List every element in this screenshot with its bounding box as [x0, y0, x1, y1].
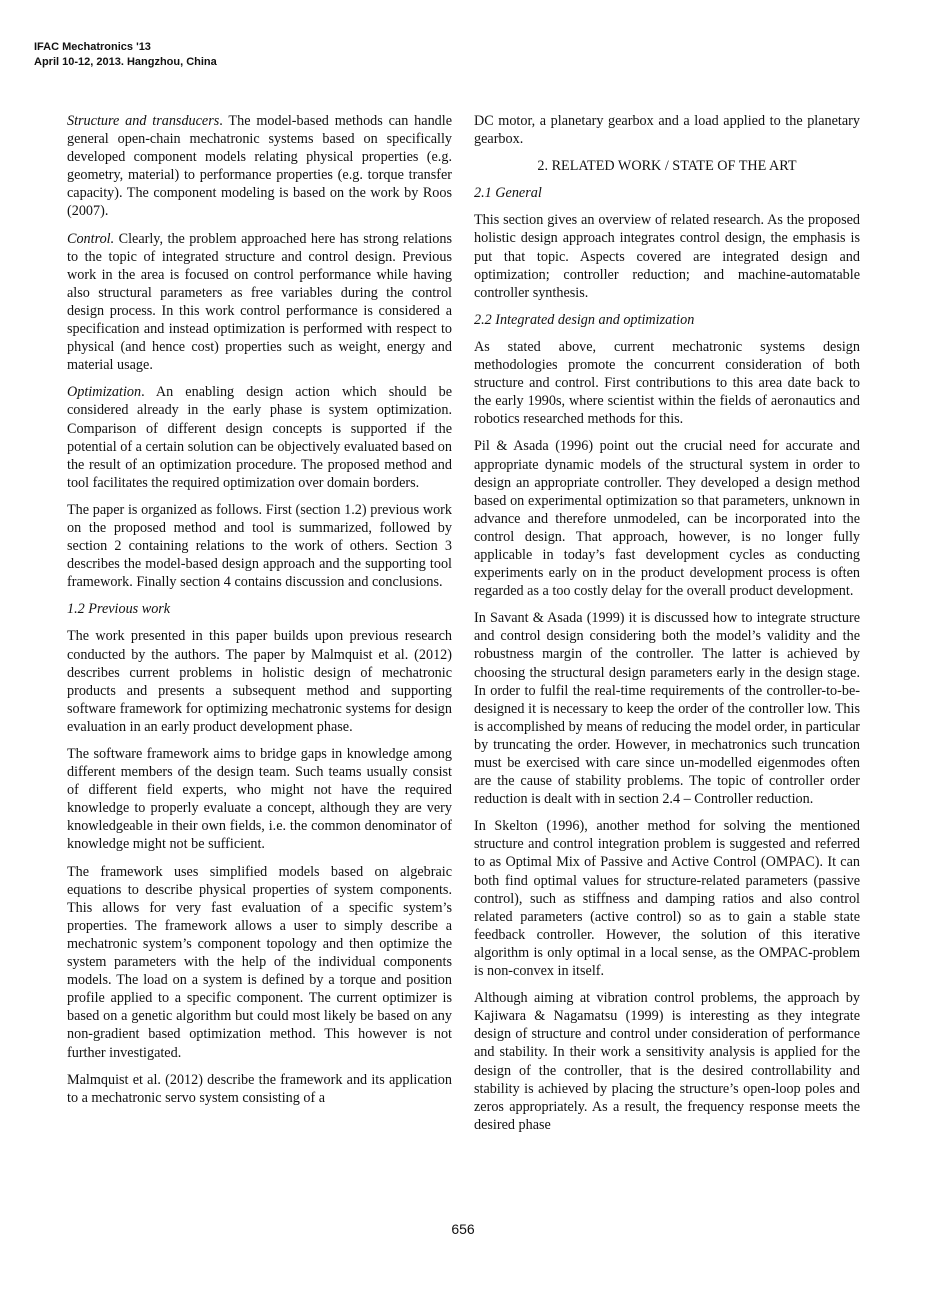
runin-heading: Control.: [67, 230, 115, 247]
page-number: 656: [451, 1221, 475, 1237]
subsection-heading-general: 2.1 General: [474, 185, 542, 202]
paragraph-text: . An enabling design action which should be considered already in the early phase is system optimization. Comparison of different design concepts is supported if the potential of a certain solution can be objectively evaluated based on the result of an optimization procedure. The proposed method and tool facilitates the required optimization over domain borders.: [67, 384, 452, 491]
paragraph-structure-transducers: [67, 112, 452, 221]
conference-date-location: April 10-12, 2013. Hangzhou, China: [34, 56, 217, 68]
subsection-heading-previous-work: 1.2 Previous work: [67, 601, 171, 618]
paragraph-as-stated: As stated above, current mechatronic systems design methodologies promote the concurrent consideration of both structure and control. First contributions to this area date back to the early 1990s, where scientist within the fields of aeronautics and robotics researched methods for this.: [474, 338, 860, 428]
paragraph-control: [67, 230, 452, 375]
paragraph-optimization: [67, 383, 452, 492]
paragraph-text: . The model-based methods can handle general open-chain mechatronic systems based on specifically developed component models relating physical properties (e.g. geometry, material) to performance properties (e.g. torque transfer capacity). The component modeling is based on the work by Roos (2007).: [67, 113, 452, 220]
paragraph-skelton: In Skelton (1996), another method for solving the mentioned structure and control integration problem is suggested and referred to as Optimal Mix of Passive and Active Control (OMPAC). It can both find optimal values for structure-related parameters (passive control), such as stiffness and damping ratios and also control related parameters (active control) so as to gain a stable state feedback controller. However, the solution of this iterative algorithm is only optimal in a local sense, as the OMPAC-problem is non-convex in itself.: [474, 818, 860, 980]
runin-heading: Optimization: [67, 384, 142, 401]
left-column: [67, 112, 452, 1116]
runin-heading: Structure and transducers: [67, 113, 220, 129]
paragraph-savant-asada: In Savant & Asada (1999) it is discussed how to integrate structure and control design considering both the model’s validity and the robustness margin of the controller. The latter is achieved by choosing the structural design parameters early in the design stage. In order to fulfil the real-time requirements of the controller-to-be-designed it is necessary to keep the order of the controller low. This is accomplished by means of reducing the model order, in particular by truncating the order. However, in mechatronics such truncation must be exercised with care since un-modelled eigenmodes often are the cause of stability problems. The topic of controller order reduction is dealt with in section 2.4 – Controller reduction.: [474, 610, 860, 808]
paragraph-organization: The paper is organized as follows. First (section 1.2) previous work on the proposed method and tool is summarized, followed by section 2 containing relations to the work of others. Section 3 describes the model-based design approach and the supporting tool framework. Finally section 4 contains discussion and conclusions.: [67, 501, 452, 591]
conference-header: [34, 40, 217, 70]
section-heading-related-work: 2. RELATED WORK / STATE OF THE ART: [537, 158, 797, 175]
paragraph-dc-motor: DC motor, a planetary gearbox and a load applied to the planetary gearbox.: [474, 113, 860, 148]
right-column: [474, 112, 860, 1143]
conference-name: IFAC Mechatronics '13: [34, 41, 151, 53]
paragraph-text: Clearly, the problem approached here has strong relations to the topic of integrated structure and control design. Previous work in the area is focused on control performance while having also structural parameters as free variables during the control design process. In this work control performance is considered a specification and instead optimization is performed with respect to physical (and hence cost) properties such as weight, energy and material usage.: [67, 230, 452, 374]
paragraph-overview: This section gives an overview of related research. As the proposed holistic design approach integrates control design, the emphasis is put that topic. Aspects covered are integrated design and optimization; controller reduction; and machine-automatable controller synthesis.: [474, 212, 860, 301]
subsection-heading-integrated-design: 2.2 Integrated design and optimization: [474, 311, 695, 328]
paragraph-software-framework: The software framework aims to bridge gaps in knowledge among different members of the design team. Such teams usually consist of different field experts, who might not have the required knowledge to properly evaluate a concept, although they are very knowledgeable in their own fields, i.e. the common denominator of knowledge might not be sufficient.: [67, 746, 452, 853]
paragraph-previous-research: The work presented in this paper builds upon previous research conducted by the authors. The paper by Malmquist et al. (2012) describes current problems in holistic design of mechatronic products and presents a subsequent method and supporting software framework for optimizing mechatronic systems for design evaluation in an early product development phase.: [67, 628, 452, 735]
paragraph-pil-asada: Pil & Asada (1996) point out the crucial need for accurate and appropriate dynamic models of the structural system in order to design an appropriate controller. They developed a design method based on experimental optimization so that parameters, unknown in advance and therefore unmodeled, can be incorporated into the control design. That approach, however, is no longer fully applicable in today’s fast development cycles as conducting experiments early on in the product development process is often regarded as a too costly delay for the overall product development.: [474, 438, 860, 600]
paragraph-framework-models: The framework uses simplified models based on algebraic equations to describe physical properties of system components. This allows for very fast evaluation of a specific system’s properties. The framework allows a user to simply describe a mechatronic system’s component topology and then optimize the system parameters with the help of the individual components models. The load on a system is defined by a torque and position profile applied to a specific component. The current optimizer is based on a genetic algorithm but could most likely be based on any non-gradient based optimization method. This however is not further investigated.: [67, 863, 452, 1061]
paragraph-malmquist: Malmquist et al. (2012) describe the framework and its application to a mechatronic servo system consisting of a: [67, 1071, 452, 1106]
paragraph-kajiwara: Although aiming at vibration control problems, the approach by Kajiwara & Nagamatsu (1999) is interesting as they integrate design of structure and control under consideration of performance and stability. In their work a sensitivity analysis is applied for the design of the controller, that is the desired controllability and stability is achieved by placing the structure’s open-loop poles and zeros appropriately. As a result, the frequency response meets the desired phase: [474, 990, 860, 1133]
